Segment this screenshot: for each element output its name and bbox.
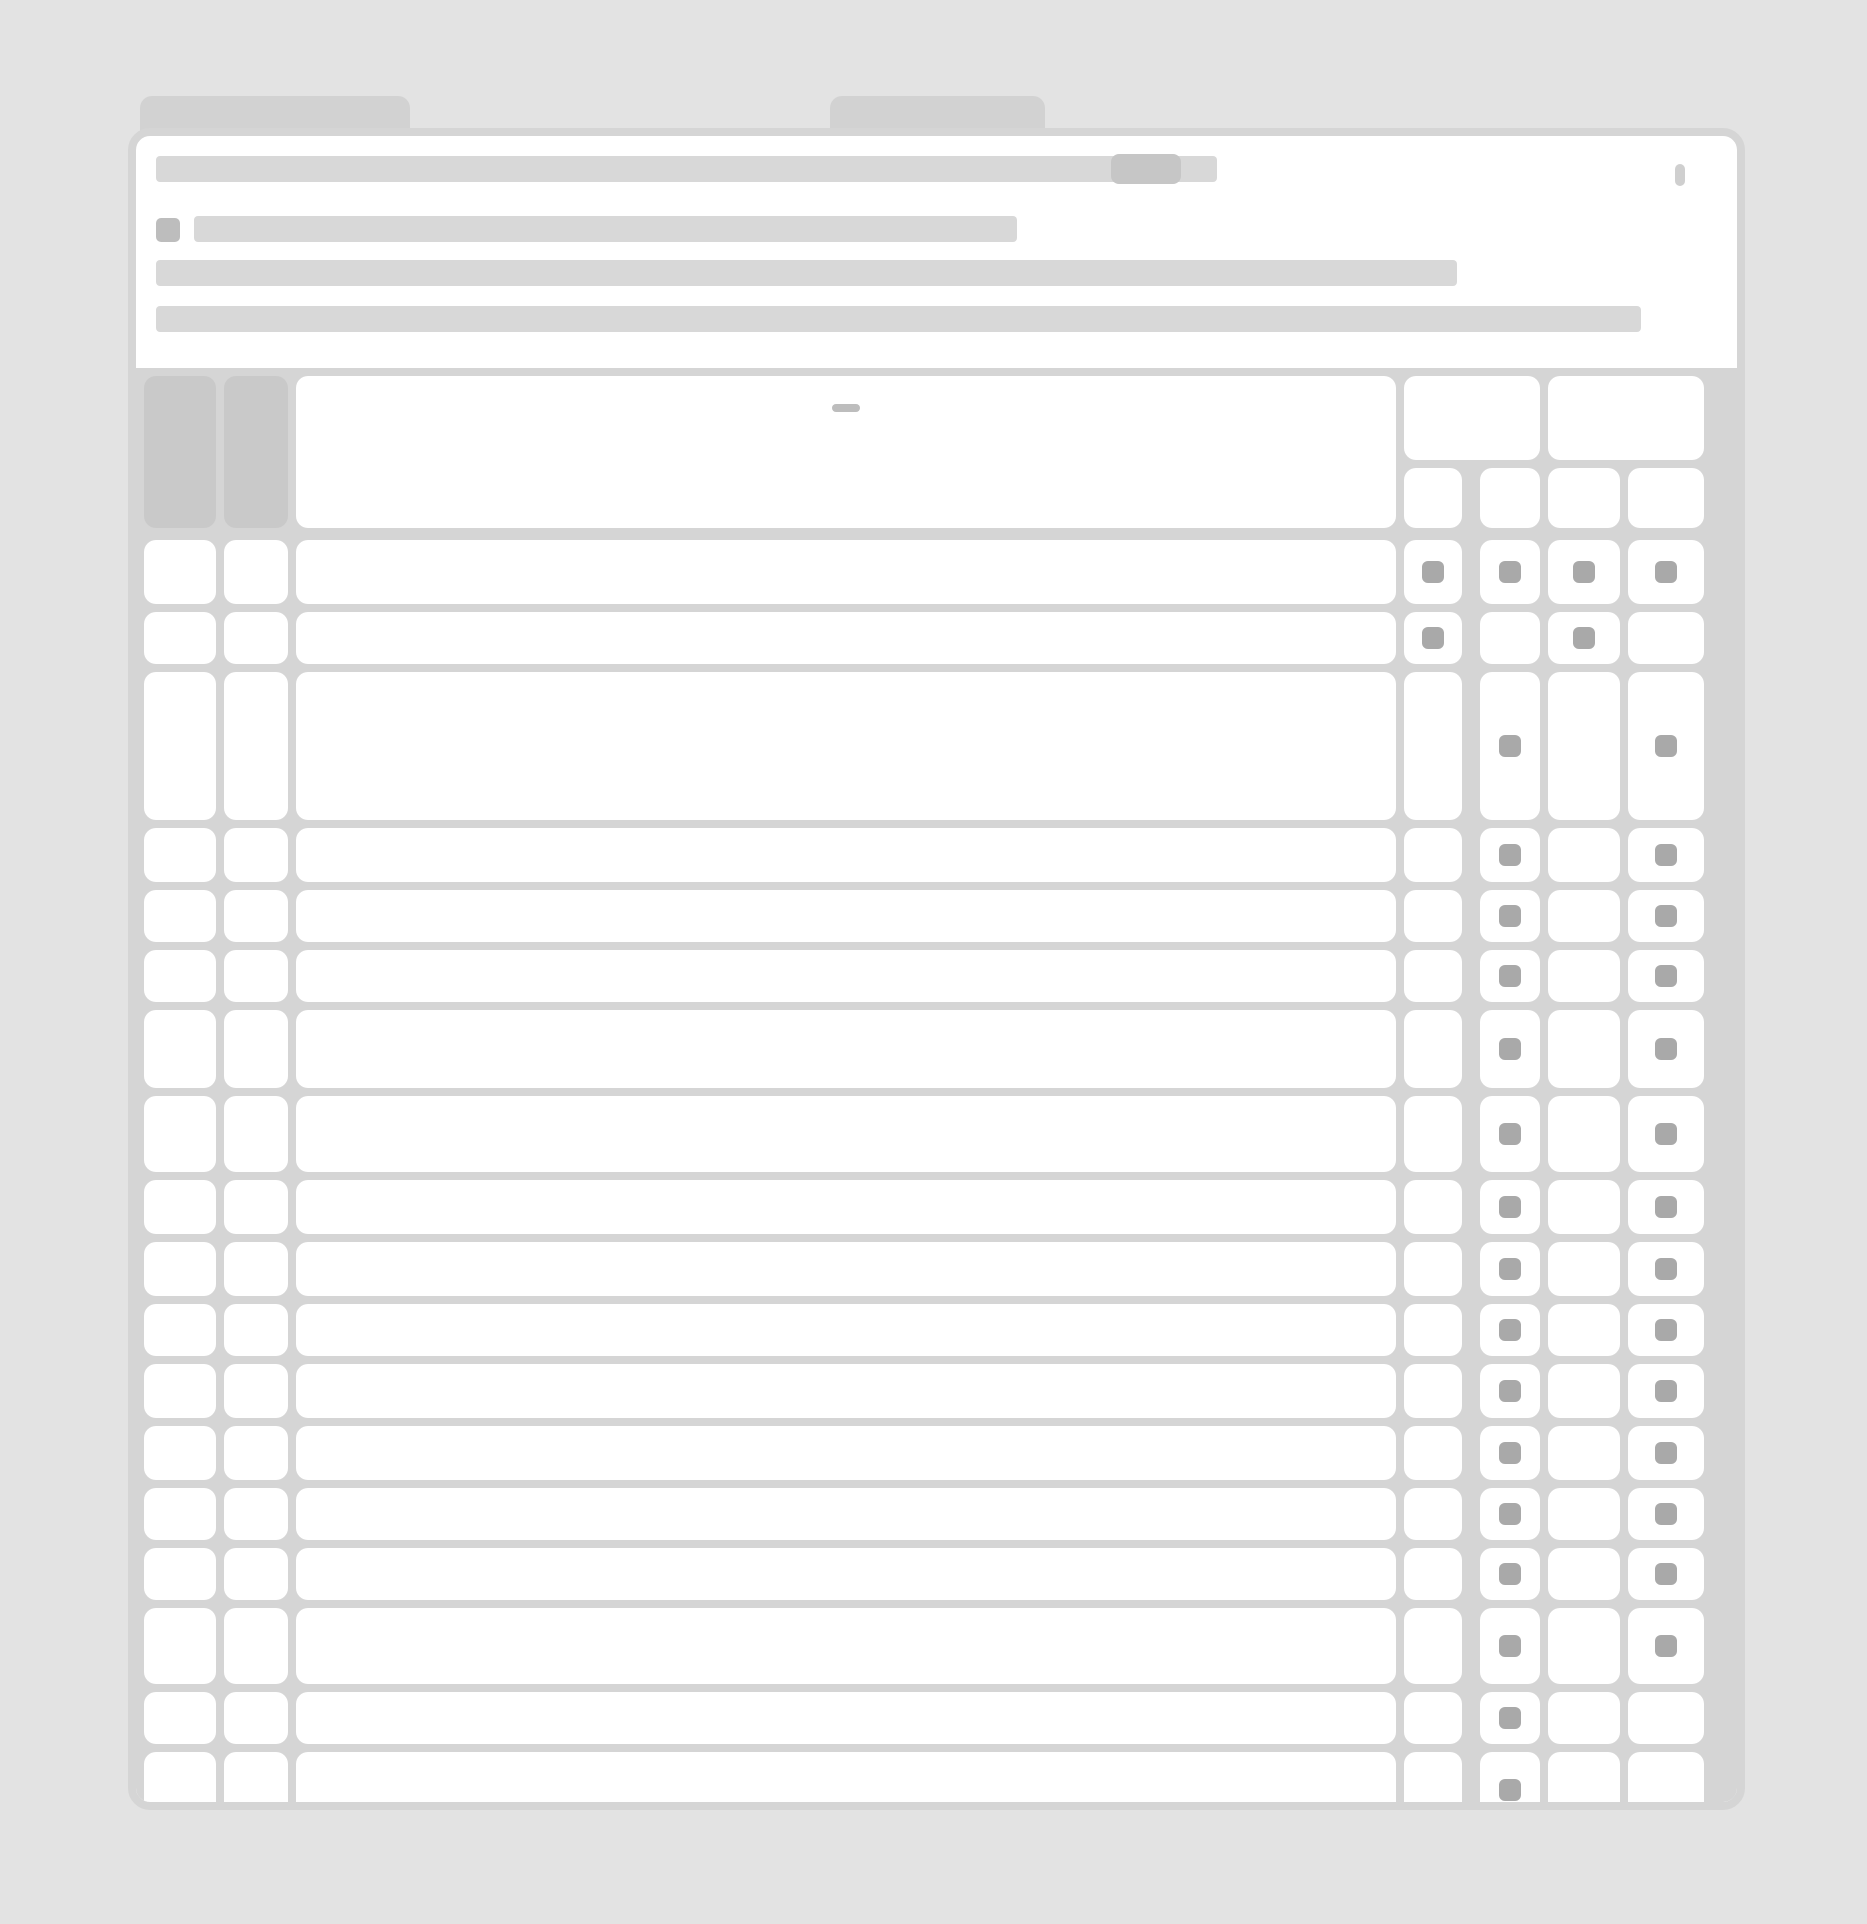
check-mark-icon bbox=[1655, 1319, 1677, 1341]
header-line-4 bbox=[156, 306, 1641, 332]
check-mark-icon bbox=[1499, 1380, 1521, 1402]
row-mark-cell-3 bbox=[1548, 1692, 1620, 1744]
tab-1[interactable] bbox=[140, 96, 410, 132]
row-mark-cell-1 bbox=[1404, 1364, 1462, 1418]
row-mark-cell-2 bbox=[1480, 612, 1540, 664]
row-description bbox=[296, 1548, 1396, 1564]
row-mark-cell-1 bbox=[1404, 828, 1462, 882]
row-mark-cell-4 bbox=[1628, 1608, 1704, 1684]
row-mark-cell-3 bbox=[1548, 828, 1620, 882]
row-mark-cell-2 bbox=[1480, 1752, 1540, 1810]
check-mark-icon bbox=[1499, 965, 1521, 987]
row-description-cell bbox=[296, 1010, 1396, 1088]
row-mark-cell-3 bbox=[1548, 612, 1620, 664]
header-line-1 bbox=[156, 156, 1217, 182]
row-description bbox=[296, 1180, 1396, 1196]
row-mark-cell-3 bbox=[1548, 1752, 1620, 1810]
row-code-cell bbox=[224, 1426, 288, 1480]
row-description bbox=[296, 540, 1396, 556]
row-mark-cell-4 bbox=[1628, 1692, 1704, 1744]
check-mark-icon bbox=[1655, 905, 1677, 927]
check-mark-icon bbox=[1499, 1563, 1521, 1585]
check-mark-icon bbox=[1655, 1123, 1677, 1145]
row-mark-cell-1 bbox=[1404, 1010, 1462, 1088]
row-mark-cell-3 bbox=[1548, 1242, 1620, 1296]
row-mark-cell-1 bbox=[1404, 1304, 1462, 1356]
row-mark-cell-4 bbox=[1628, 950, 1704, 1002]
row-mark-cell-1 bbox=[1404, 540, 1462, 604]
row-mark-cell-3 bbox=[1548, 672, 1620, 820]
row-num-cell bbox=[144, 1488, 216, 1540]
row-mark-cell-2 bbox=[1480, 1692, 1540, 1744]
row-num-cell bbox=[144, 1752, 216, 1810]
row-code-cell bbox=[224, 672, 288, 820]
row-mark-cell-4 bbox=[1628, 1426, 1704, 1480]
check-mark-icon bbox=[1499, 1123, 1521, 1145]
row-code-cell bbox=[224, 1548, 288, 1600]
row-mark-cell-3 bbox=[1548, 1180, 1620, 1234]
check-mark-icon bbox=[1655, 735, 1677, 757]
check-mark-icon bbox=[1499, 844, 1521, 866]
header-subcol-1 bbox=[1404, 468, 1462, 528]
row-description bbox=[296, 828, 1396, 844]
row-mark-cell-2 bbox=[1480, 1548, 1540, 1600]
check-mark-icon bbox=[1655, 844, 1677, 866]
row-description-cell bbox=[296, 1304, 1396, 1356]
check-mark-icon bbox=[1499, 1503, 1521, 1525]
row-description-cell bbox=[296, 1180, 1396, 1234]
check-mark-icon bbox=[1655, 1563, 1677, 1585]
header-badge bbox=[1111, 154, 1181, 184]
row-description bbox=[296, 1608, 1396, 1624]
row-code-cell bbox=[224, 1364, 288, 1418]
row-description bbox=[296, 1010, 1396, 1026]
header-line-3 bbox=[156, 260, 1457, 286]
row-mark-cell-2 bbox=[1480, 828, 1540, 882]
row-code-cell bbox=[224, 890, 288, 942]
row-mark-cell-1 bbox=[1404, 1488, 1462, 1540]
row-num-cell bbox=[144, 1608, 216, 1684]
row-description bbox=[296, 1752, 1396, 1768]
row-num-cell bbox=[144, 1096, 216, 1172]
row-description-cell bbox=[296, 1242, 1396, 1296]
row-num-cell bbox=[144, 1548, 216, 1600]
row-mark-cell-4 bbox=[1628, 1488, 1704, 1540]
row-description-cell bbox=[296, 1752, 1396, 1810]
row-description bbox=[296, 1692, 1396, 1708]
row-mark-cell-3 bbox=[1548, 1096, 1620, 1172]
row-mark-cell-3 bbox=[1548, 1304, 1620, 1356]
row-mark-cell-3 bbox=[1548, 1488, 1620, 1540]
row-description-cell bbox=[296, 1548, 1396, 1600]
row-mark-cell-2 bbox=[1480, 890, 1540, 942]
row-mark-cell-2 bbox=[1480, 950, 1540, 1002]
check-mark-icon bbox=[1499, 735, 1521, 757]
row-num-cell bbox=[144, 1010, 216, 1088]
check-mark-icon bbox=[1655, 1635, 1677, 1657]
row-mark-cell-4 bbox=[1628, 1010, 1704, 1088]
row-mark-cell-1 bbox=[1404, 1692, 1462, 1744]
row-description-cell bbox=[296, 890, 1396, 942]
document-card bbox=[128, 128, 1745, 1810]
check-mark-icon bbox=[1655, 1196, 1677, 1218]
row-description bbox=[296, 612, 1396, 628]
row-mark-cell-1 bbox=[1404, 890, 1462, 942]
header-col-code bbox=[224, 376, 288, 528]
row-mark-cell-2 bbox=[1480, 1426, 1540, 1480]
row-mark-cell-4 bbox=[1628, 1096, 1704, 1172]
header-icon bbox=[156, 218, 180, 242]
header-group-1 bbox=[1404, 376, 1540, 460]
row-description-cell bbox=[296, 1692, 1396, 1744]
row-mark-cell-4 bbox=[1628, 890, 1704, 942]
row-num-cell bbox=[144, 672, 216, 820]
row-mark-cell-2 bbox=[1480, 672, 1540, 820]
row-num-cell bbox=[144, 1242, 216, 1296]
row-mark-cell-4 bbox=[1628, 828, 1704, 882]
row-mark-cell-3 bbox=[1548, 1548, 1620, 1600]
row-description bbox=[296, 890, 1396, 906]
row-description-cell bbox=[296, 612, 1396, 664]
row-mark-cell-4 bbox=[1628, 540, 1704, 604]
check-mark-icon bbox=[1499, 1442, 1521, 1464]
row-mark-cell-1 bbox=[1404, 1180, 1462, 1234]
row-description bbox=[296, 950, 1396, 966]
header-subcol-2 bbox=[1480, 468, 1540, 528]
check-mark-icon bbox=[1422, 627, 1444, 649]
row-mark-cell-2 bbox=[1480, 1488, 1540, 1540]
row-code-cell bbox=[224, 1096, 288, 1172]
check-mark-icon bbox=[1422, 561, 1444, 583]
row-description bbox=[296, 1364, 1396, 1380]
row-mark-cell-1 bbox=[1404, 1096, 1462, 1172]
check-mark-icon bbox=[1499, 561, 1521, 583]
row-num-cell bbox=[144, 890, 216, 942]
row-description-cell bbox=[296, 1608, 1396, 1684]
check-mark-icon bbox=[1573, 561, 1595, 583]
row-mark-cell-4 bbox=[1628, 1364, 1704, 1418]
row-mark-cell-4 bbox=[1628, 612, 1704, 664]
row-mark-cell-4 bbox=[1628, 1548, 1704, 1600]
row-mark-cell-2 bbox=[1480, 1304, 1540, 1356]
row-mark-cell-3 bbox=[1548, 950, 1620, 1002]
row-code-cell bbox=[224, 1608, 288, 1684]
row-description bbox=[296, 1488, 1396, 1504]
row-mark-cell-2 bbox=[1480, 1364, 1540, 1418]
check-mark-icon bbox=[1655, 1442, 1677, 1464]
row-mark-cell-1 bbox=[1404, 1752, 1462, 1810]
row-mark-cell-2 bbox=[1480, 1608, 1540, 1684]
row-num-cell bbox=[144, 612, 216, 664]
items-table bbox=[136, 368, 1737, 1810]
check-mark-icon bbox=[1499, 1635, 1521, 1657]
tab-2[interactable] bbox=[830, 96, 1045, 132]
row-mark-cell-1 bbox=[1404, 1548, 1462, 1600]
check-mark-icon bbox=[1499, 1258, 1521, 1280]
header-group-2 bbox=[1548, 376, 1704, 460]
header-subcol-3 bbox=[1548, 468, 1620, 528]
row-mark-cell-4 bbox=[1628, 672, 1704, 820]
row-description-cell bbox=[296, 1096, 1396, 1172]
check-mark-icon bbox=[1499, 1707, 1521, 1729]
row-description-cell bbox=[296, 1364, 1396, 1418]
row-mark-cell-3 bbox=[1548, 1608, 1620, 1684]
check-mark-icon bbox=[1655, 1258, 1677, 1280]
row-num-cell bbox=[144, 1304, 216, 1356]
row-num-cell bbox=[144, 950, 216, 1002]
header-description-title bbox=[832, 404, 860, 412]
row-mark-cell-2 bbox=[1480, 1180, 1540, 1234]
row-description-cell bbox=[296, 828, 1396, 882]
check-mark-icon bbox=[1655, 561, 1677, 583]
row-mark-cell-2 bbox=[1480, 1242, 1540, 1296]
row-code-cell bbox=[224, 1304, 288, 1356]
header-corner-mark bbox=[1675, 164, 1685, 186]
check-mark-icon bbox=[1499, 905, 1521, 927]
row-mark-cell-1 bbox=[1404, 1242, 1462, 1296]
check-mark-icon bbox=[1655, 1038, 1677, 1060]
row-mark-cell-2 bbox=[1480, 540, 1540, 604]
row-code-cell bbox=[224, 1488, 288, 1540]
row-mark-cell-2 bbox=[1480, 1010, 1540, 1088]
row-code-cell bbox=[224, 828, 288, 882]
row-mark-cell-3 bbox=[1548, 890, 1620, 942]
check-mark-icon bbox=[1499, 1196, 1521, 1218]
row-mark-cell-1 bbox=[1404, 1608, 1462, 1684]
row-description bbox=[296, 1426, 1396, 1442]
row-mark-cell-3 bbox=[1548, 540, 1620, 604]
row-num-cell bbox=[144, 1180, 216, 1234]
check-mark-icon bbox=[1499, 1779, 1521, 1801]
row-mark-cell-1 bbox=[1404, 1426, 1462, 1480]
row-description-cell bbox=[296, 672, 1396, 820]
row-mark-cell-1 bbox=[1404, 672, 1462, 820]
row-code-cell bbox=[224, 1752, 288, 1810]
row-num-cell bbox=[144, 1364, 216, 1418]
row-num-cell bbox=[144, 1692, 216, 1744]
row-mark-cell-3 bbox=[1548, 1010, 1620, 1088]
row-code-cell bbox=[224, 1692, 288, 1744]
check-mark-icon bbox=[1655, 965, 1677, 987]
row-mark-cell-4 bbox=[1628, 1304, 1704, 1356]
header-col-description bbox=[296, 376, 1396, 528]
row-num-cell bbox=[144, 1426, 216, 1480]
row-mark-cell-2 bbox=[1480, 1096, 1540, 1172]
row-description bbox=[296, 1096, 1396, 1112]
check-mark-icon bbox=[1499, 1319, 1521, 1341]
row-code-cell bbox=[224, 540, 288, 604]
row-mark-cell-1 bbox=[1404, 612, 1462, 664]
row-code-cell bbox=[224, 1180, 288, 1234]
row-description bbox=[296, 1242, 1396, 1258]
row-code-cell bbox=[224, 1010, 288, 1088]
check-mark-icon bbox=[1655, 1380, 1677, 1402]
row-mark-cell-4 bbox=[1628, 1242, 1704, 1296]
row-description-cell bbox=[296, 540, 1396, 604]
row-mark-cell-1 bbox=[1404, 950, 1462, 1002]
row-num-cell bbox=[144, 540, 216, 604]
row-description-cell bbox=[296, 950, 1396, 1002]
row-num-cell bbox=[144, 828, 216, 882]
tab-strip bbox=[140, 96, 1740, 132]
header-col-num bbox=[144, 376, 216, 528]
header-subcol-4 bbox=[1628, 468, 1704, 528]
check-mark-icon bbox=[1573, 627, 1595, 649]
row-description bbox=[296, 1304, 1396, 1320]
check-mark-icon bbox=[1499, 1038, 1521, 1060]
row-mark-cell-3 bbox=[1548, 1426, 1620, 1480]
row-description-cell bbox=[296, 1488, 1396, 1540]
check-mark-icon bbox=[1655, 1503, 1677, 1525]
row-description-cell bbox=[296, 1426, 1396, 1480]
row-mark-cell-4 bbox=[1628, 1180, 1704, 1234]
row-description bbox=[296, 672, 1396, 688]
row-code-cell bbox=[224, 1242, 288, 1296]
row-code-cell bbox=[224, 950, 288, 1002]
row-mark-cell-4 bbox=[1628, 1752, 1704, 1810]
row-code-cell bbox=[224, 612, 288, 664]
header-line-2 bbox=[194, 216, 1017, 242]
row-mark-cell-3 bbox=[1548, 1364, 1620, 1418]
